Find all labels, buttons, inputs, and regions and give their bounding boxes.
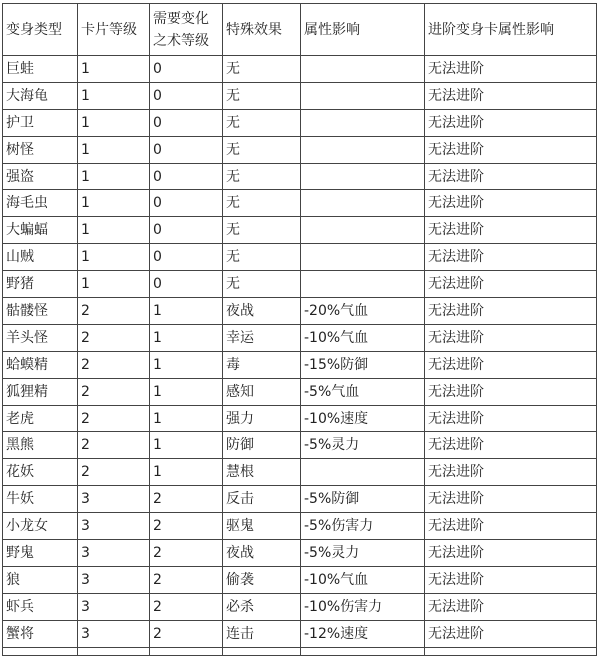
- cell-card-level: 1: [78, 136, 150, 163]
- cell-card-level: 3: [78, 513, 150, 540]
- cell-card-level: 2: [78, 432, 150, 459]
- cell-required-skill-level: 1: [150, 324, 223, 351]
- cell-attribute-effect: [301, 459, 425, 486]
- cell-transform-type: 牛妖: [3, 486, 78, 513]
- cell-card-level: 2: [78, 298, 150, 325]
- cell-required-skill-level: 2: [150, 486, 223, 513]
- cell-required-skill-level: [150, 647, 223, 655]
- cell-special-effect: [223, 647, 301, 655]
- table-row: [3, 540, 597, 567]
- cell-special-effect: 防御: [223, 432, 301, 459]
- cell-transform-type: 蟹将: [3, 620, 78, 647]
- cell-advanced-card-effect: 无法进阶: [425, 620, 597, 647]
- cell-card-level: 2: [78, 351, 150, 378]
- table-row: [3, 109, 597, 136]
- cell-advanced-card-effect: 无法进阶: [425, 378, 597, 405]
- cell-required-skill-level: 0: [150, 163, 223, 190]
- cell-special-effect: 反击: [223, 486, 301, 513]
- cell-required-skill-level: 1: [150, 378, 223, 405]
- cell-transform-type: 狼: [3, 566, 78, 593]
- header-attribute-effect: 属性影响: [301, 4, 425, 56]
- cell-special-effect: 感知: [223, 378, 301, 405]
- table-row: [3, 378, 597, 405]
- header-card-level: 卡片等级: [78, 4, 150, 56]
- cell-attribute-effect: -12%速度: [301, 620, 425, 647]
- cell-required-skill-level: 1: [150, 351, 223, 378]
- cell-card-level: 1: [78, 244, 150, 271]
- table-row: [3, 432, 597, 459]
- cell-card-level: [78, 647, 150, 655]
- cell-attribute-effect: [301, 136, 425, 163]
- cell-advanced-card-effect: 无法进阶: [425, 513, 597, 540]
- cell-transform-type: 树怪: [3, 136, 78, 163]
- cell-special-effect: 无: [223, 244, 301, 271]
- cell-required-skill-level: 0: [150, 271, 223, 298]
- cell-transform-type: 羊头怪: [3, 324, 78, 351]
- cell-attribute-effect: -5%防御: [301, 486, 425, 513]
- table-row: [3, 351, 597, 378]
- cell-special-effect: 无: [223, 163, 301, 190]
- cell-special-effect: 夜战: [223, 540, 301, 567]
- cell-transform-type: 花妖: [3, 459, 78, 486]
- cell-card-level: 1: [78, 217, 150, 244]
- cell-advanced-card-effect: 无法进阶: [425, 405, 597, 432]
- table-row: [3, 190, 597, 217]
- cell-transform-type: 小龙女: [3, 513, 78, 540]
- cell-required-skill-level: 0: [150, 244, 223, 271]
- cell-attribute-effect: -10%气血: [301, 324, 425, 351]
- cell-attribute-effect: [301, 271, 425, 298]
- cell-transform-type: 巨蛙: [3, 56, 78, 83]
- cell-special-effect: 无: [223, 109, 301, 136]
- cell-required-skill-level: 2: [150, 566, 223, 593]
- cell-advanced-card-effect: 无法进阶: [425, 109, 597, 136]
- cell-special-effect: 无: [223, 56, 301, 83]
- table-row: [3, 136, 597, 163]
- cell-card-level: 1: [78, 163, 150, 190]
- cell-special-effect: 毒: [223, 351, 301, 378]
- header-special-effect: 特殊效果: [223, 4, 301, 56]
- cell-advanced-card-effect: 无法进阶: [425, 540, 597, 567]
- cell-special-effect: 无: [223, 82, 301, 109]
- cell-card-level: 2: [78, 324, 150, 351]
- cell-card-level: 3: [78, 540, 150, 567]
- cell-advanced-card-effect: 无法进阶: [425, 190, 597, 217]
- cell-advanced-card-effect: 无法进阶: [425, 82, 597, 109]
- cell-attribute-effect: [301, 244, 425, 271]
- cell-card-level: 3: [78, 593, 150, 620]
- cell-required-skill-level: 2: [150, 593, 223, 620]
- cell-advanced-card-effect: 无法进阶: [425, 136, 597, 163]
- cell-required-skill-level: 2: [150, 513, 223, 540]
- cell-attribute-effect: -5%伤害力: [301, 513, 425, 540]
- cell-required-skill-level: 2: [150, 620, 223, 647]
- cell-attribute-effect: -10%伤害力: [301, 593, 425, 620]
- table-row: [3, 566, 597, 593]
- cell-card-level: 2: [78, 405, 150, 432]
- table-row: [3, 56, 597, 83]
- table-row: [3, 217, 597, 244]
- table-row: [3, 593, 597, 620]
- table-row: [3, 405, 597, 432]
- table-body: [3, 56, 597, 656]
- cell-attribute-effect: [301, 217, 425, 244]
- cell-attribute-effect: -10%速度: [301, 405, 425, 432]
- cell-advanced-card-effect: [425, 647, 597, 655]
- table-header-row: [3, 4, 597, 56]
- cell-advanced-card-effect: 无法进阶: [425, 432, 597, 459]
- cell-required-skill-level: 0: [150, 56, 223, 83]
- cell-advanced-card-effect: 无法进阶: [425, 351, 597, 378]
- cell-required-skill-level: 0: [150, 109, 223, 136]
- cell-special-effect: 必杀: [223, 593, 301, 620]
- cell-transform-type: [3, 647, 78, 655]
- cell-card-level: 1: [78, 82, 150, 109]
- table-row: [3, 486, 597, 513]
- cell-attribute-effect: [301, 82, 425, 109]
- cell-special-effect: 无: [223, 271, 301, 298]
- cell-special-effect: 偷袭: [223, 566, 301, 593]
- table-row: [3, 513, 597, 540]
- cell-transform-type: 护卫: [3, 109, 78, 136]
- cell-special-effect: 幸运: [223, 324, 301, 351]
- cell-required-skill-level: 2: [150, 540, 223, 567]
- header-advanced-card-effect: 进阶变身卡属性影响: [425, 4, 597, 56]
- cell-special-effect: 强力: [223, 405, 301, 432]
- cell-card-level: 3: [78, 566, 150, 593]
- table-row: [3, 459, 597, 486]
- cell-transform-type: 虾兵: [3, 593, 78, 620]
- cell-required-skill-level: 0: [150, 217, 223, 244]
- cell-attribute-effect: [301, 190, 425, 217]
- cell-advanced-card-effect: 无法进阶: [425, 298, 597, 325]
- cell-card-level: 2: [78, 459, 150, 486]
- cell-attribute-effect: -5%灵力: [301, 540, 425, 567]
- cell-card-level: 3: [78, 620, 150, 647]
- cell-attribute-effect: -10%气血: [301, 566, 425, 593]
- cell-special-effect: 无: [223, 190, 301, 217]
- cell-transform-type: 狐狸精: [3, 378, 78, 405]
- table-row: [3, 298, 597, 325]
- table-row: [3, 620, 597, 647]
- cell-required-skill-level: 1: [150, 298, 223, 325]
- cell-card-level: 1: [78, 56, 150, 83]
- cell-attribute-effect: -20%气血: [301, 298, 425, 325]
- cell-attribute-effect: [301, 109, 425, 136]
- cell-transform-type: 老虎: [3, 405, 78, 432]
- cell-transform-type: 野鬼: [3, 540, 78, 567]
- cell-special-effect: 无: [223, 217, 301, 244]
- cell-advanced-card-effect: 无法进阶: [425, 593, 597, 620]
- cell-required-skill-level: 0: [150, 190, 223, 217]
- cell-required-skill-level: 0: [150, 82, 223, 109]
- cell-card-level: 2: [78, 378, 150, 405]
- table-row-partial: [3, 647, 597, 655]
- table-row: [3, 324, 597, 351]
- header-transform-type: 变身类型: [3, 4, 78, 56]
- cell-transform-type: 骷髅怪: [3, 298, 78, 325]
- cell-attribute-effect: [301, 163, 425, 190]
- cell-advanced-card-effect: 无法进阶: [425, 56, 597, 83]
- cell-required-skill-level: 1: [150, 459, 223, 486]
- cell-attribute-effect: -5%气血: [301, 378, 425, 405]
- cell-transform-type: 大蝙蝠: [3, 217, 78, 244]
- cell-special-effect: 驱鬼: [223, 513, 301, 540]
- cell-transform-type: 山贼: [3, 244, 78, 271]
- cell-special-effect: 连击: [223, 620, 301, 647]
- cell-card-level: 1: [78, 190, 150, 217]
- cell-card-level: 3: [78, 486, 150, 513]
- cell-advanced-card-effect: 无法进阶: [425, 459, 597, 486]
- header-required-skill-level: 需要变化之术等级: [150, 4, 223, 56]
- cell-attribute-effect: -15%防御: [301, 351, 425, 378]
- cell-advanced-card-effect: 无法进阶: [425, 566, 597, 593]
- cell-special-effect: 无: [223, 136, 301, 163]
- cell-advanced-card-effect: 无法进阶: [425, 244, 597, 271]
- transformation-card-table: [2, 3, 597, 656]
- cell-attribute-effect: [301, 647, 425, 655]
- cell-advanced-card-effect: 无法进阶: [425, 163, 597, 190]
- cell-required-skill-level: 0: [150, 136, 223, 163]
- table-row: [3, 271, 597, 298]
- cell-advanced-card-effect: 无法进阶: [425, 486, 597, 513]
- cell-special-effect: 夜战: [223, 298, 301, 325]
- table-row: [3, 163, 597, 190]
- cell-attribute-effect: [301, 56, 425, 83]
- cell-attribute-effect: -5%灵力: [301, 432, 425, 459]
- cell-special-effect: 慧根: [223, 459, 301, 486]
- cell-transform-type: 野猪: [3, 271, 78, 298]
- cell-advanced-card-effect: 无法进阶: [425, 217, 597, 244]
- cell-transform-type: 大海龟: [3, 82, 78, 109]
- cell-required-skill-level: 1: [150, 405, 223, 432]
- cell-advanced-card-effect: 无法进阶: [425, 324, 597, 351]
- cell-card-level: 1: [78, 109, 150, 136]
- cell-transform-type: 强盗: [3, 163, 78, 190]
- cell-transform-type: 海毛虫: [3, 190, 78, 217]
- cell-transform-type: 黑熊: [3, 432, 78, 459]
- table-row: [3, 82, 597, 109]
- table-row: [3, 244, 597, 271]
- cell-advanced-card-effect: 无法进阶: [425, 271, 597, 298]
- cell-required-skill-level: 1: [150, 432, 223, 459]
- cell-card-level: 1: [78, 271, 150, 298]
- cell-transform-type: 蛤蟆精: [3, 351, 78, 378]
